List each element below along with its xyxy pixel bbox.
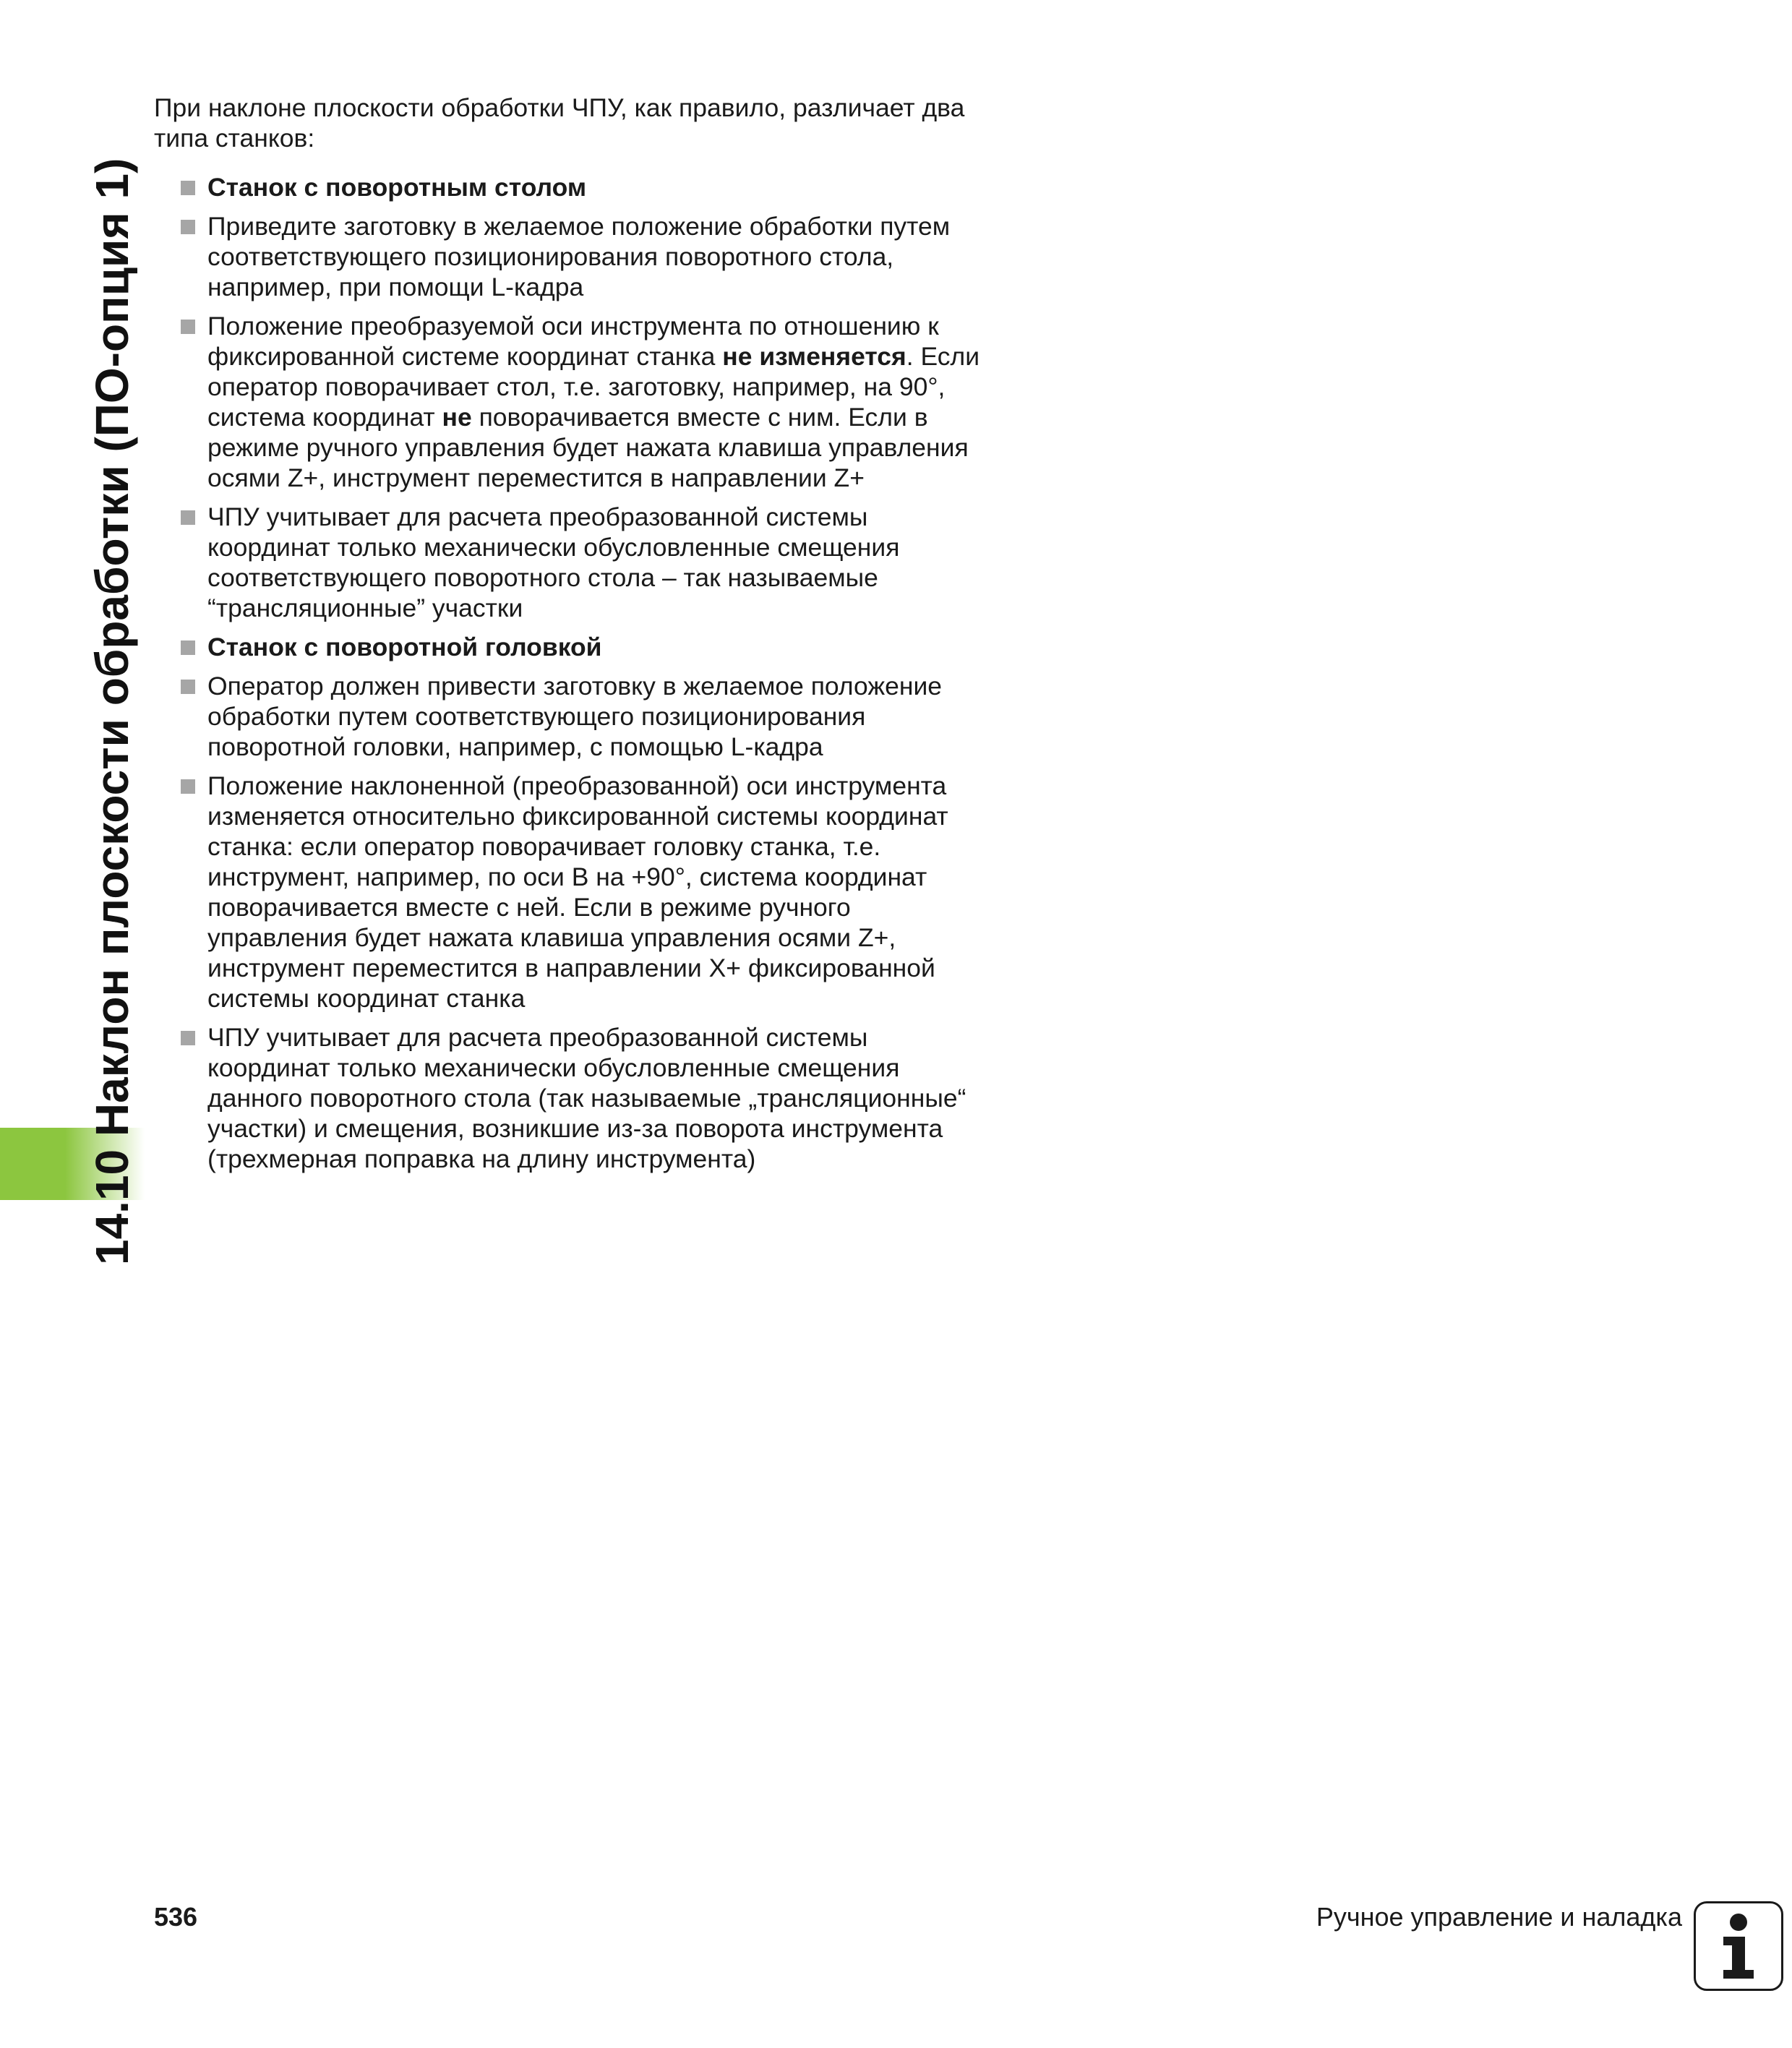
list-item xyxy=(181,771,996,1014)
list-item-text: Приведите заготовку в желаемое положение обработки путем соответствующего позиционирования поворотного стола, например, при помощи L-кадра xyxy=(207,212,951,301)
list-item-text: ЧПУ учитывает для расчета преобразованной системы координат только механически обусловленные смещения соответствующего поворотного стола – так называемые “трансляционные” участки xyxy=(207,502,900,622)
list-item xyxy=(181,311,996,493)
page-number: 536 xyxy=(154,1902,198,1932)
footer-chapter-title: Ручное управление и наладка xyxy=(1316,1902,1682,1932)
bullet-square-icon xyxy=(181,640,195,655)
info-icon xyxy=(1694,1901,1783,1991)
list-item-text: поворачивается вместе с ним. Если в режиме ручного управления будет нажата клавиша управления осями Z+, инструмент переместится в направлении Z+ xyxy=(207,403,969,492)
list-item-text: Положение преобразуемой оси инструмента по отношению к фиксированной системе координат станка xyxy=(207,312,939,371)
list-item-text: ЧПУ учитывает для расчета преобразованной системы координат только механически обусловленные смещения данного поворотного стола (так называемые „трансляционные“ участки) и смещения, возникшие из-за поворота инструмента (трехмерная поправка на длину инструмента) xyxy=(207,1023,966,1173)
section-title-text: Станок с поворотным столом xyxy=(207,173,587,202)
section-title-text: Станок с поворотной головкой xyxy=(207,633,602,661)
list-item-text: . Если оператор поворачивает стол, т.е. заготовку, например, на 90°, система координат xyxy=(207,342,980,432)
bullet-square-icon xyxy=(181,680,195,694)
bullet-square-icon xyxy=(181,220,195,234)
list-item-text: Положение наклоненной (преобразованной) оси инструмента изменяется относительно фиксированной системы координат станка: если оператор поворачивает головку станка, т.е. инструмент, например, по оси B на +90°, система координат поворачивается вместе с ней. Если в режиме ручного управления будет нажата клавиша управления осями Z+, инструмент переместится в направлении X+ фиксированной системы координат станка xyxy=(207,771,948,1013)
chapter-side-title: 14.10 Наклон плоскости обработки (ПО-опция 1) xyxy=(86,158,138,1265)
list-item xyxy=(181,211,996,302)
intro-paragraph: При наклоне плоскости обработки ЧПУ, как правило, различает два типа станков: xyxy=(154,93,965,153)
section-rotary-table xyxy=(154,172,996,623)
section-title xyxy=(181,172,996,202)
list-item xyxy=(181,1022,996,1174)
emphasis-text: не xyxy=(442,403,472,432)
section-swivel-head xyxy=(154,632,996,1174)
list-item-text: Оператор должен привести заготовку в желаемое положение обработки путем соответствующего позиционирования поворотной головки, например, с помощью L-кадра xyxy=(207,672,943,761)
main-content xyxy=(154,93,996,1183)
list-item xyxy=(181,502,996,623)
bullet-square-icon xyxy=(181,181,195,195)
list-item xyxy=(181,671,996,762)
bullet-square-icon xyxy=(181,779,195,794)
section-title xyxy=(181,632,996,662)
bullet-square-icon xyxy=(181,510,195,525)
emphasis-text: не изменяется xyxy=(722,342,906,371)
bullet-square-icon xyxy=(181,320,195,334)
bullet-square-icon xyxy=(181,1031,195,1045)
